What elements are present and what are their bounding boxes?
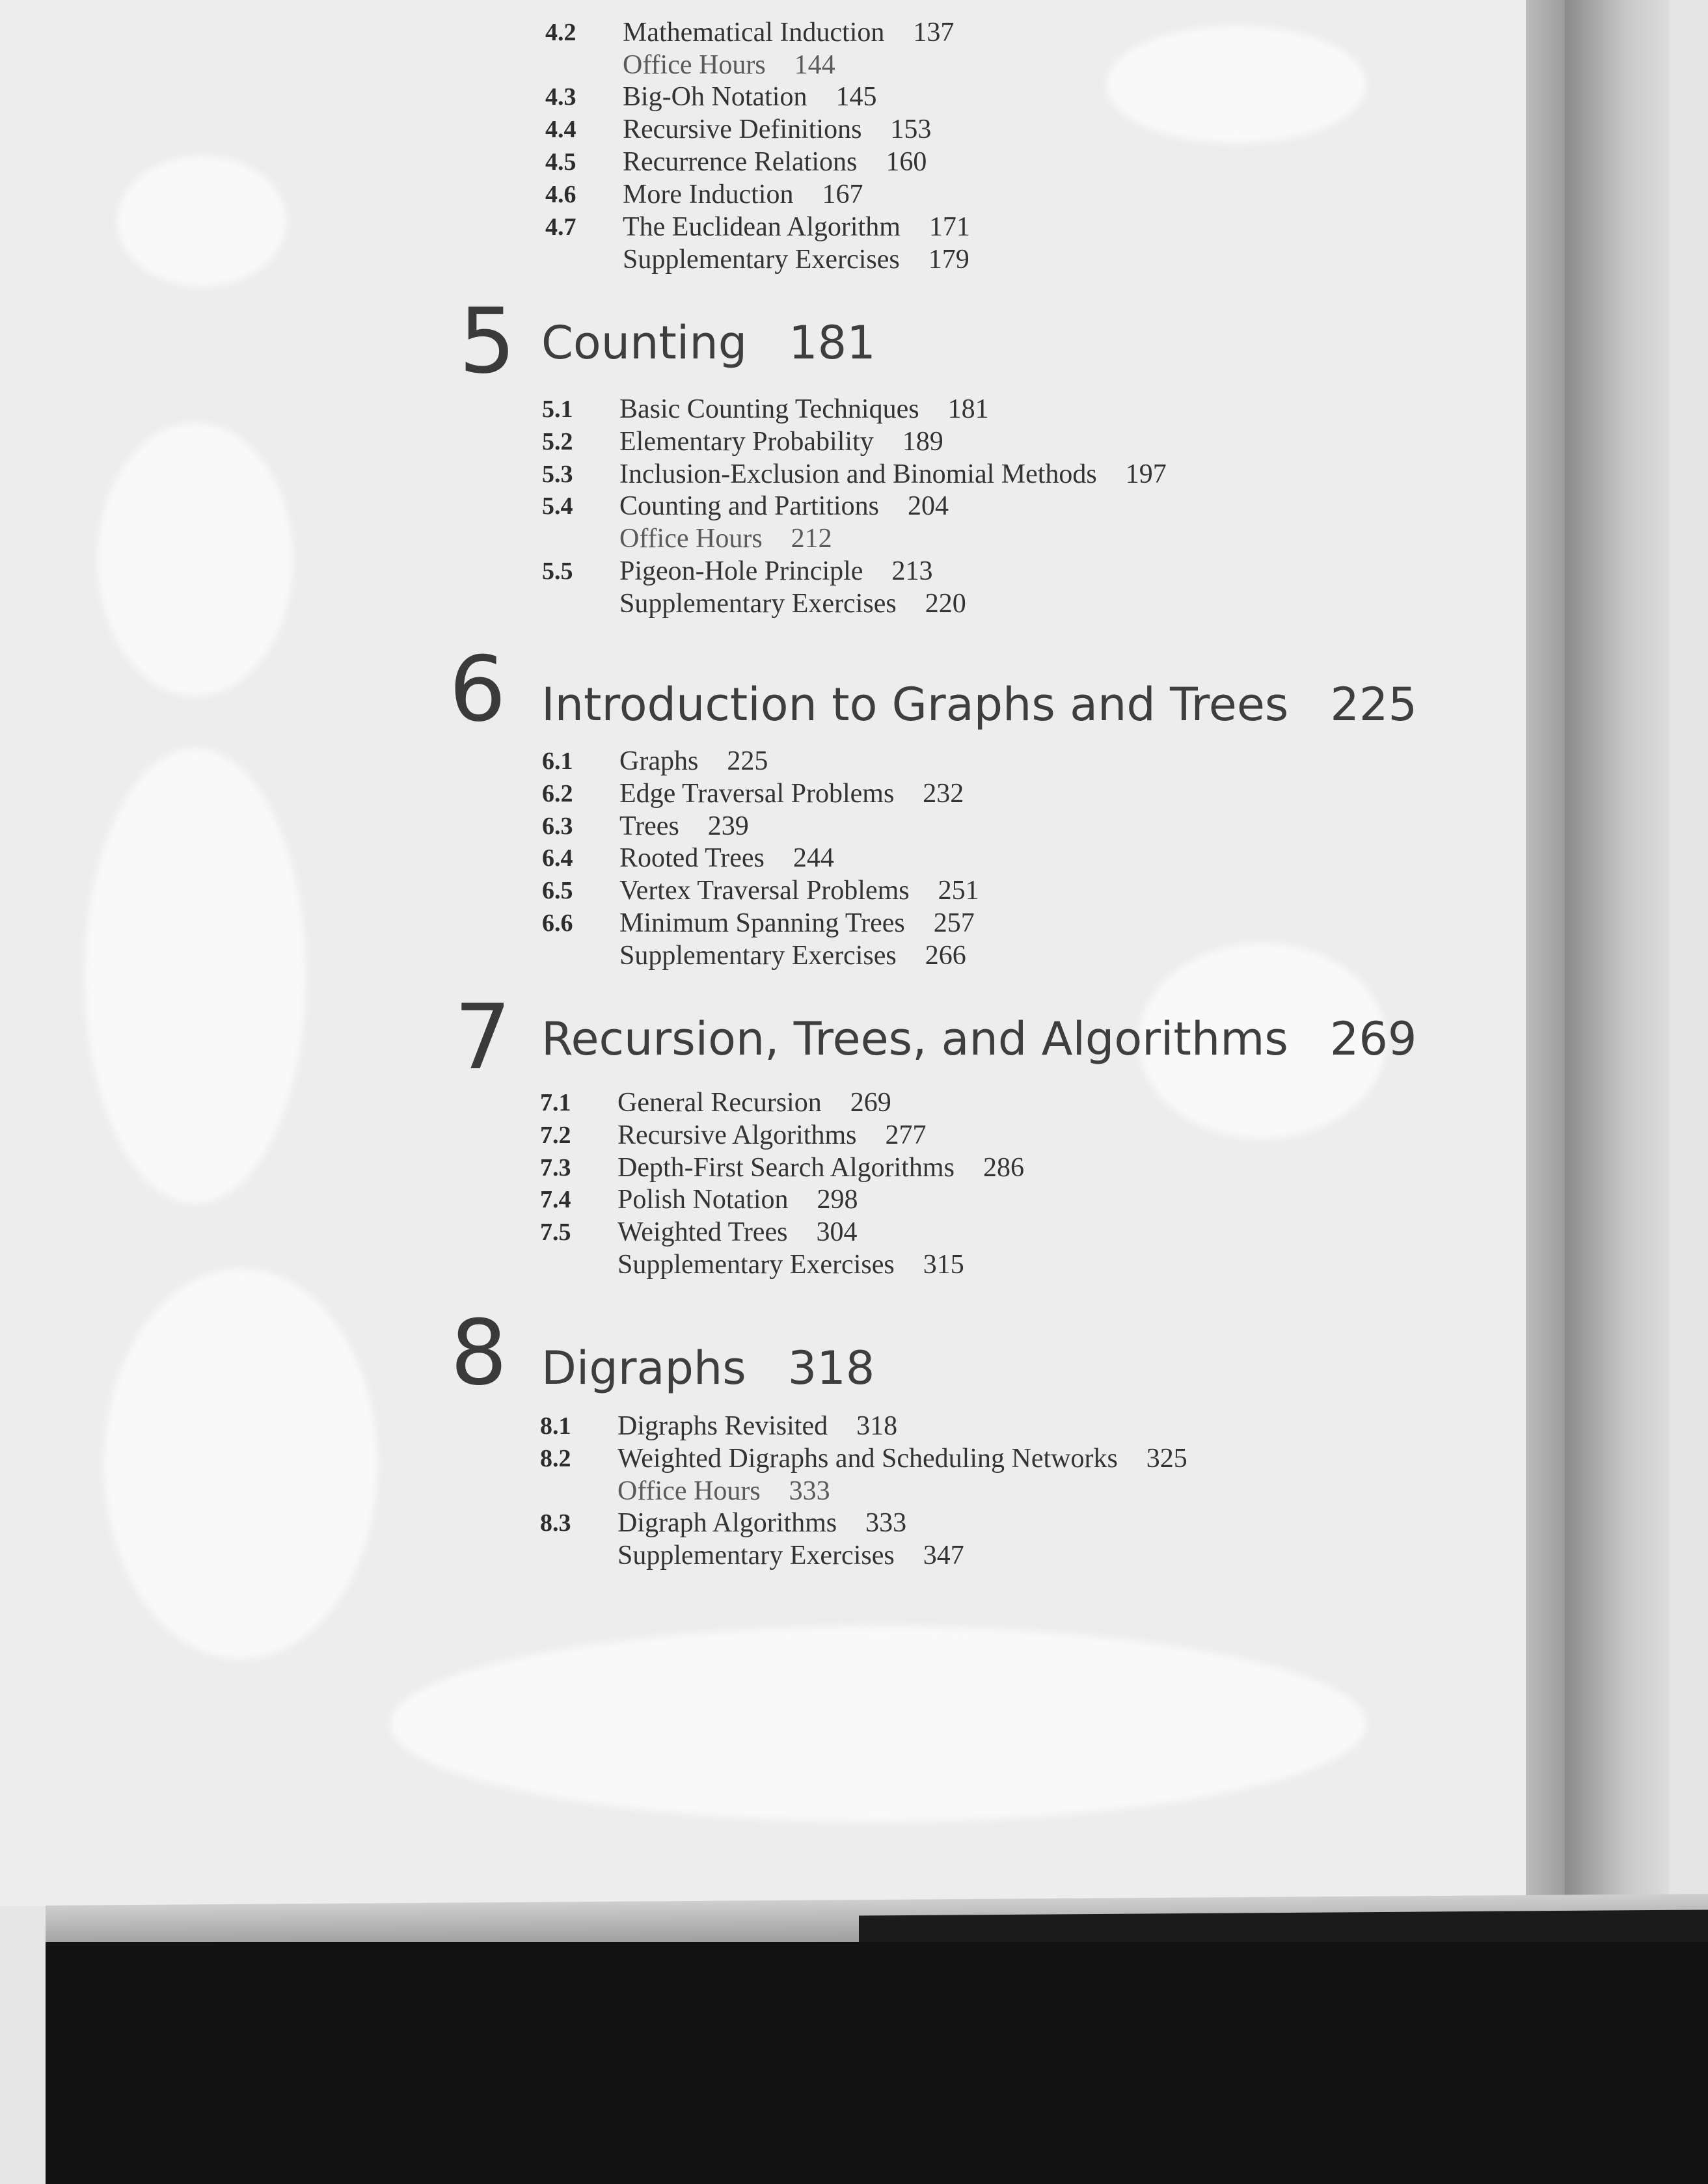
section-title: Big-Oh Notation bbox=[623, 82, 807, 112]
section-page: 144 bbox=[794, 50, 835, 80]
section-entry bbox=[617, 1507, 906, 1539]
office-hours-entry bbox=[617, 1475, 830, 1507]
section-entry bbox=[619, 555, 932, 587]
section-number: 4.7 bbox=[545, 213, 576, 241]
section-page: 167 bbox=[822, 180, 863, 209]
section-number: 7.5 bbox=[540, 1219, 571, 1247]
section-page: 213 bbox=[891, 556, 933, 586]
section-entry bbox=[619, 490, 949, 522]
chapter-page: 269 bbox=[1329, 1012, 1417, 1066]
chapter-heading bbox=[541, 1013, 1417, 1065]
section-page: 189 bbox=[902, 426, 943, 457]
section-entry bbox=[617, 1442, 1187, 1475]
section-title: Supplementary Exercises bbox=[623, 245, 900, 275]
section-title: Recursive Algorithms bbox=[617, 1120, 857, 1150]
section-title: Office Hours bbox=[619, 524, 763, 554]
chapter-number: 6 bbox=[449, 637, 506, 742]
section-page: 212 bbox=[791, 524, 832, 554]
section-entry bbox=[623, 178, 863, 211]
section-page: 225 bbox=[727, 746, 768, 776]
section-page: 315 bbox=[923, 1250, 964, 1280]
section-number: 6.2 bbox=[542, 779, 573, 807]
chapter-number: 5 bbox=[459, 289, 516, 394]
section-entry bbox=[619, 874, 979, 907]
section-entry bbox=[619, 393, 989, 425]
section-page: 171 bbox=[929, 212, 970, 242]
section-page: 333 bbox=[865, 1508, 907, 1539]
section-title: More Induction bbox=[623, 180, 794, 209]
section-title: Mathematical Induction bbox=[623, 18, 885, 47]
section-page: 137 bbox=[913, 18, 955, 47]
section-page: 347 bbox=[923, 1541, 964, 1571]
office-hours-entry bbox=[623, 49, 835, 81]
section-title: Supplementary Exercises bbox=[619, 588, 897, 619]
section-page: 286 bbox=[983, 1152, 1024, 1183]
section-page: 266 bbox=[925, 940, 966, 971]
section-number: 4.5 bbox=[545, 148, 576, 176]
chapter-page: 181 bbox=[789, 316, 876, 370]
section-title: Digraph Algorithms bbox=[617, 1508, 837, 1539]
section-entry bbox=[619, 425, 943, 458]
section-page: 277 bbox=[885, 1120, 927, 1150]
section-page: 181 bbox=[947, 394, 989, 424]
section-entry bbox=[619, 587, 966, 620]
section-number: 7.2 bbox=[540, 1121, 571, 1149]
section-entry bbox=[623, 81, 876, 113]
chapter-heading bbox=[541, 317, 876, 369]
section-number: 7.3 bbox=[540, 1153, 571, 1181]
section-title: Weighted Trees bbox=[617, 1217, 788, 1248]
section-title: Recurrence Relations bbox=[623, 147, 858, 177]
section-number: 6.6 bbox=[542, 910, 573, 937]
section-page: 232 bbox=[923, 778, 964, 809]
section-page: 204 bbox=[908, 491, 949, 522]
section-entry bbox=[619, 907, 975, 939]
section-title: Recursive Definitions bbox=[623, 115, 862, 144]
section-title: Supplementary Exercises bbox=[619, 940, 897, 971]
section-page: 318 bbox=[856, 1411, 898, 1441]
section-title: Pigeon-Hole Principle bbox=[619, 556, 863, 586]
section-page: 257 bbox=[933, 908, 975, 938]
section-number: 6.5 bbox=[542, 877, 573, 905]
section-entry bbox=[623, 211, 970, 243]
section-page: 251 bbox=[938, 876, 979, 906]
section-number: 8.3 bbox=[540, 1509, 571, 1537]
section-page: 220 bbox=[925, 588, 966, 619]
section-entry bbox=[623, 113, 931, 146]
section-page: 145 bbox=[835, 82, 877, 112]
section-title: Supplementary Exercises bbox=[617, 1541, 895, 1571]
section-title: Digraphs Revisited bbox=[617, 1411, 828, 1441]
section-entry bbox=[619, 458, 1167, 491]
section-entry bbox=[619, 842, 834, 874]
section-title: Depth-First Search Algorithms bbox=[617, 1152, 955, 1183]
section-number: 4.6 bbox=[545, 181, 576, 208]
page-gutter-shadow bbox=[1526, 0, 1565, 1906]
section-title: Basic Counting Techniques bbox=[619, 394, 919, 424]
section-number: 7.4 bbox=[540, 1186, 571, 1214]
section-page: 244 bbox=[793, 843, 834, 874]
chapter-number: 7 bbox=[454, 985, 511, 1090]
section-entry bbox=[617, 1086, 891, 1119]
section-entry bbox=[617, 1183, 858, 1216]
section-number: 6.4 bbox=[542, 844, 573, 872]
section-title: Weighted Digraphs and Scheduling Networks bbox=[617, 1443, 1118, 1474]
section-entry bbox=[623, 146, 927, 178]
section-page: 179 bbox=[928, 245, 969, 275]
section-number: 5.4 bbox=[542, 492, 573, 520]
section-page: 269 bbox=[850, 1088, 891, 1118]
section-entry bbox=[617, 1248, 964, 1281]
section-entry bbox=[619, 777, 964, 810]
section-title: Graphs bbox=[619, 746, 699, 776]
chapter-page: 225 bbox=[1330, 678, 1417, 731]
section-number: 4.4 bbox=[545, 116, 576, 143]
section-number: 8.1 bbox=[540, 1412, 571, 1440]
chapter-title: Digraphs bbox=[541, 1341, 746, 1395]
section-title: Office Hours bbox=[617, 1476, 761, 1506]
section-page: 304 bbox=[816, 1217, 858, 1248]
section-title: Inclusion-Exclusion and Binomial Methods bbox=[619, 459, 1097, 489]
section-number: 5.2 bbox=[542, 427, 573, 455]
section-number: 4.3 bbox=[545, 83, 576, 111]
section-title: Office Hours bbox=[623, 50, 766, 80]
section-entry bbox=[619, 745, 768, 777]
section-title: Elementary Probability bbox=[619, 426, 874, 457]
chapter-title: Counting bbox=[541, 316, 748, 370]
section-entry bbox=[617, 1216, 857, 1248]
section-title: Minimum Spanning Trees bbox=[619, 908, 905, 938]
chapter-heading bbox=[541, 679, 1417, 731]
section-page: 298 bbox=[817, 1185, 858, 1215]
section-number: 5.5 bbox=[542, 558, 573, 585]
scanner-background bbox=[46, 1942, 1708, 2184]
section-title: Supplementary Exercises bbox=[617, 1250, 895, 1280]
section-entry bbox=[617, 1539, 964, 1572]
section-entry bbox=[619, 939, 966, 972]
section-page: 153 bbox=[890, 115, 932, 144]
section-title: General Recursion bbox=[617, 1088, 822, 1118]
section-number: 8.2 bbox=[540, 1444, 571, 1472]
section-page: 160 bbox=[886, 147, 927, 177]
chapter-number: 8 bbox=[450, 1301, 508, 1405]
section-entry bbox=[617, 1152, 1024, 1184]
section-entry bbox=[623, 16, 954, 49]
section-title: Rooted Trees bbox=[619, 843, 765, 874]
section-title: Polish Notation bbox=[617, 1185, 789, 1215]
section-entry bbox=[617, 1410, 897, 1442]
section-page: 325 bbox=[1146, 1443, 1187, 1474]
section-number: 6.1 bbox=[542, 748, 573, 775]
section-title: The Euclidean Algorithm bbox=[623, 212, 901, 242]
section-number: 6.3 bbox=[542, 812, 573, 840]
section-entry bbox=[623, 243, 969, 276]
section-number: 4.2 bbox=[545, 19, 576, 46]
section-title: Edge Traversal Problems bbox=[619, 778, 895, 809]
section-title: Counting and Partitions bbox=[619, 491, 879, 522]
section-number: 7.1 bbox=[540, 1089, 571, 1116]
section-title: Vertex Traversal Problems bbox=[619, 876, 910, 906]
section-title: Trees bbox=[619, 811, 679, 841]
office-hours-entry bbox=[619, 522, 832, 555]
section-entry bbox=[617, 1119, 926, 1152]
section-page: 333 bbox=[789, 1476, 830, 1506]
chapter-title: Recursion, Trees, and Algorithms bbox=[541, 1012, 1288, 1066]
section-page: 239 bbox=[707, 811, 749, 841]
chapter-heading bbox=[541, 1342, 874, 1394]
chapter-page: 318 bbox=[787, 1341, 875, 1395]
page-gutter-shadow bbox=[1565, 0, 1669, 1906]
page-gutter-edge bbox=[1669, 0, 1708, 1906]
section-number: 5.3 bbox=[542, 460, 573, 488]
section-number: 5.1 bbox=[542, 396, 573, 423]
section-page: 197 bbox=[1125, 459, 1167, 489]
section-entry bbox=[619, 810, 749, 843]
chapter-title: Introduction to Graphs and Trees bbox=[541, 678, 1289, 731]
